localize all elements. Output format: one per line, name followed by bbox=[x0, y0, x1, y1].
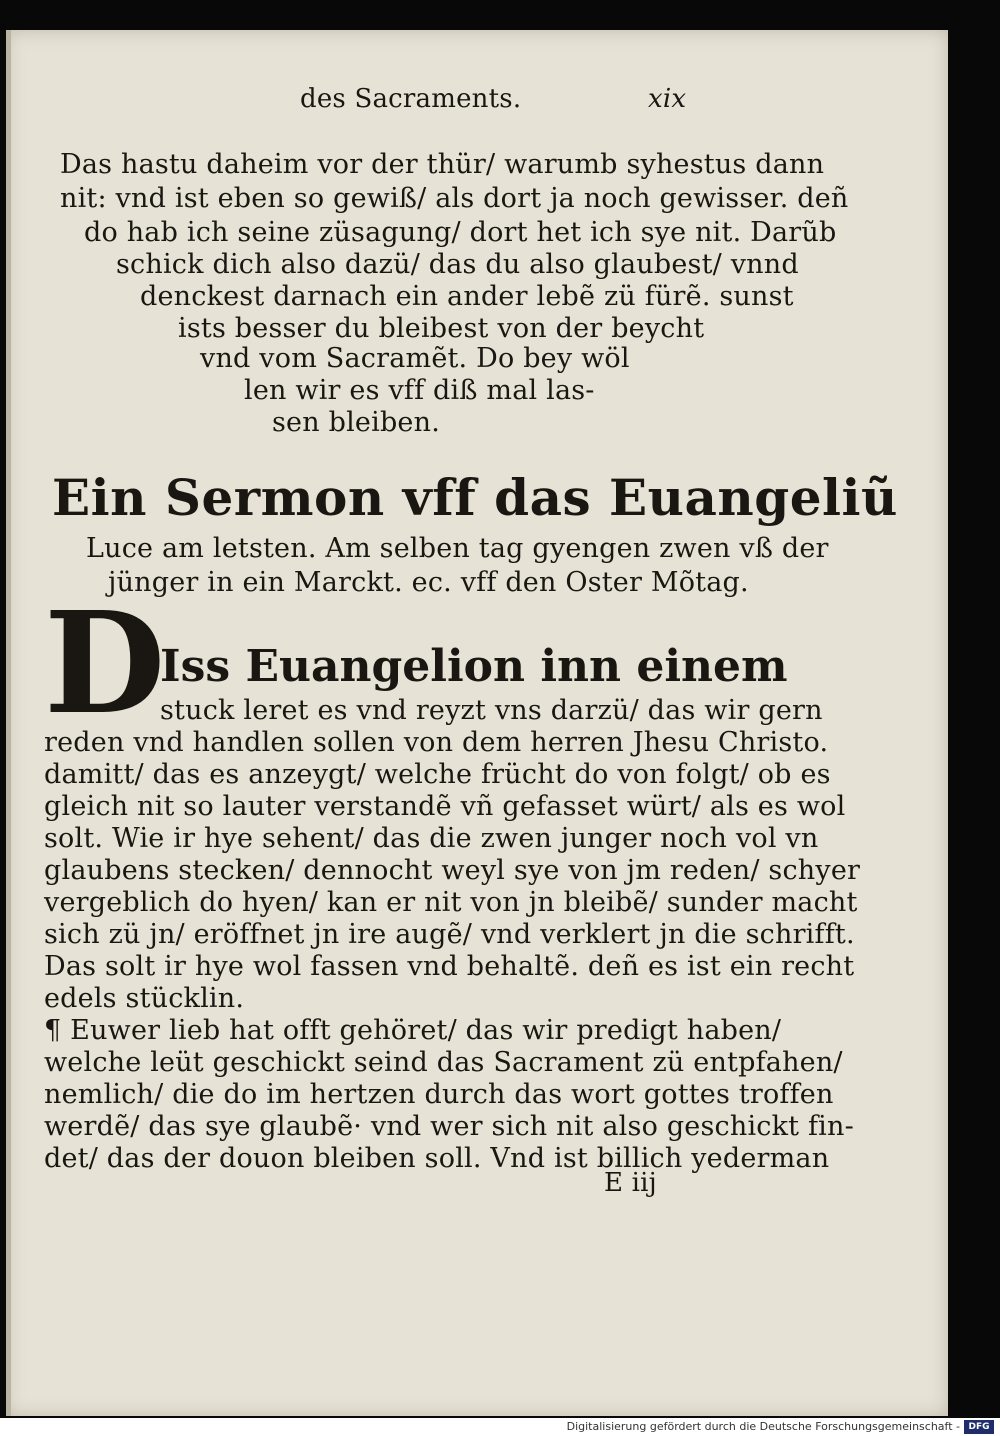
text-line: Das solt ir hye wol fassen vnd behaltẽ. deñ es ist ein recht bbox=[44, 951, 855, 982]
text-line: vergeblich do hyen/ kan er nit von jn bleibẽ/ sunder macht bbox=[44, 887, 858, 918]
text-line: do hab ich seine züsagung/ dort het ich sye nit. Darũb bbox=[84, 217, 837, 248]
text-line: det/ das der douon bleiben soll. Vnd ist billich yederman bbox=[44, 1143, 830, 1174]
text-line: reden vnd handlen sollen von dem herren Jhesu Christo. bbox=[44, 727, 829, 758]
text-line: schick dich also dazü/ das du also glaubest/ vnnd bbox=[116, 249, 799, 280]
text-line: glaubens stecken/ dennocht weyl sye von jm reden/ schyer bbox=[44, 855, 861, 886]
folio-number: xix bbox=[648, 84, 687, 114]
text-line: ists besser du bleibest von der beycht bbox=[178, 313, 705, 344]
subheading-line: Luce am letsten. Am selben tag gyengen zwen vß der bbox=[86, 533, 829, 564]
dfg-logo: DFG bbox=[964, 1420, 994, 1434]
text-line: werdẽ/ das sye glaubẽ· vnd wer sich nit also geschickt fin- bbox=[44, 1111, 854, 1142]
page-edge bbox=[6, 30, 11, 1416]
drop-cap: D bbox=[44, 582, 166, 746]
text-line: edels stücklin. bbox=[44, 983, 245, 1014]
text-line: len wir es vff diß mal las- bbox=[244, 375, 595, 406]
text-line: denckest darnach ein ander lebẽ zü fürẽ. sunst bbox=[140, 281, 794, 312]
text-line: damitt/ das es anzeygt/ welche frücht do von folgt/ ob es bbox=[44, 759, 831, 790]
subheading-line: jünger in ein Marckt. ec. vff den Oster Mõtag. bbox=[108, 567, 749, 598]
text-line: gleich nit so lauter verstandẽ vñ gefasset würt/ als es wol bbox=[44, 791, 846, 822]
sermon-heading: Ein Sermon vff das Euangeliũ bbox=[52, 468, 898, 527]
text-line: sich zü jn/ eröffnet jn ire augẽ/ vnd verklert jn die schrifft. bbox=[44, 919, 855, 950]
funding-credit: Digitalisierung gefördert durch die Deutsche Forschungsgemeinschaft - bbox=[566, 1420, 960, 1433]
signature-mark: E iij bbox=[604, 1168, 657, 1198]
text-line: Das hastu daheim vor der thür/ warumb syhestus dann bbox=[60, 149, 825, 180]
text-line: nit: vnd ist eben so gewiß/ als dort ja noch gewisser. deñ bbox=[60, 183, 849, 214]
text-line: vnd vom Sacramẽt. Do bey wöl bbox=[200, 343, 630, 374]
text-line: stuck leret es vnd reyzt vns darzü/ das wir gern bbox=[160, 695, 823, 726]
text-line: sen bleiben. bbox=[272, 407, 440, 438]
first-line: Iss Euangelion inn einem bbox=[160, 641, 788, 692]
text-line: welche leüt geschickt seind das Sacrament zü entpfahen/ bbox=[44, 1047, 843, 1078]
text-line: solt. Wie ir hye sehent/ das die zwen junger noch vol vn bbox=[44, 823, 819, 854]
running-head: des Sacraments. bbox=[300, 84, 522, 114]
text-line: ¶ Euwer lieb hat offt gehöret/ das wir predigt haben/ bbox=[44, 1015, 782, 1046]
text-line: nemlich/ die do im hertzen durch das wort gottes troffen bbox=[44, 1079, 834, 1110]
